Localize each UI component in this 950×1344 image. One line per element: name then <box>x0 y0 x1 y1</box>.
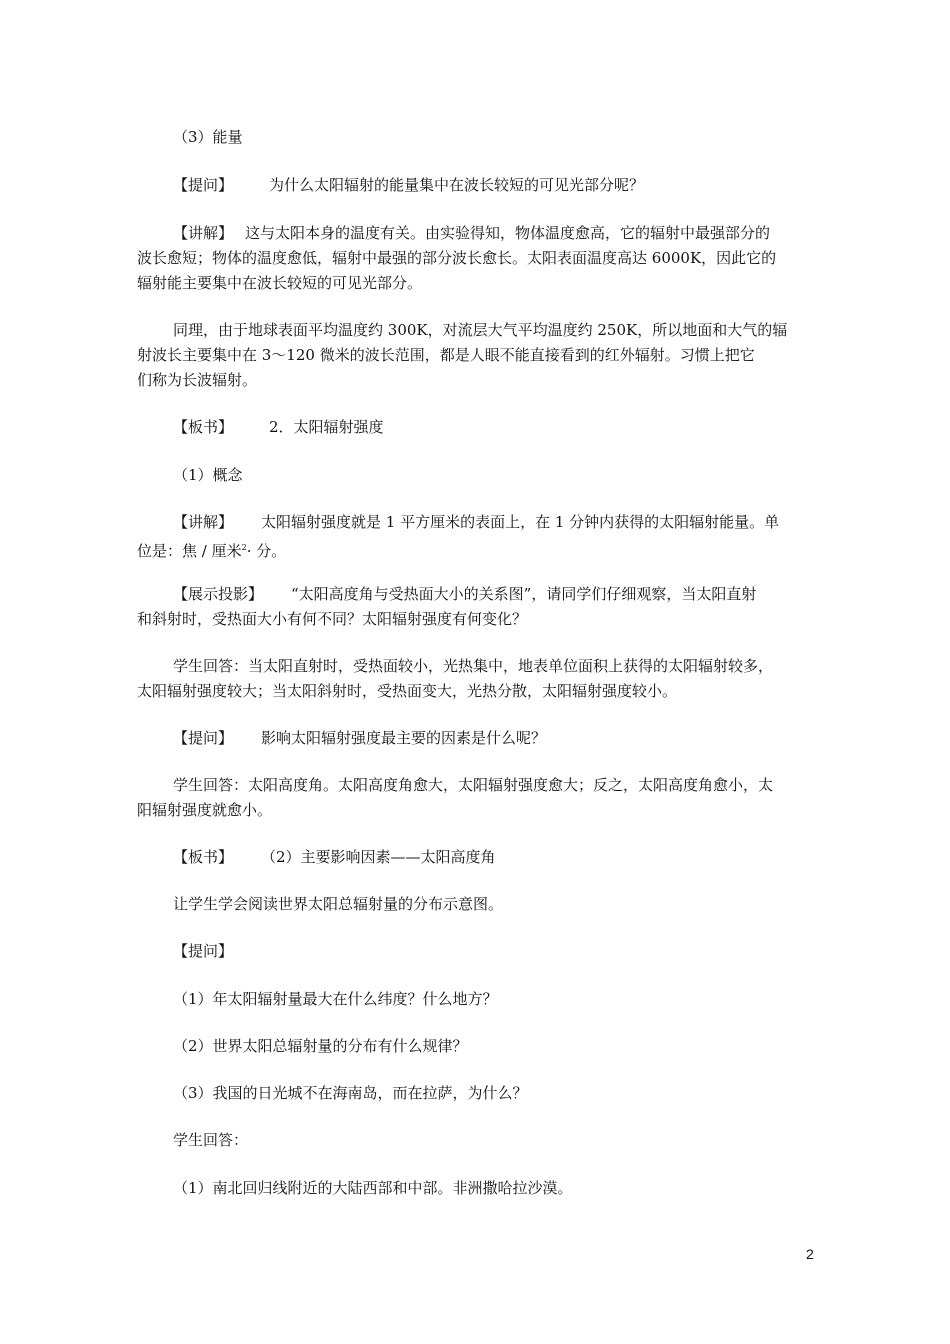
board-text: （2）主要影响因素——太阳高度角 <box>261 848 496 866</box>
paragraph-line: 波长愈短；物体的温度愈低，辐射中最强的部分波长愈长。太阳表面温度高达 6000K，因此它的 <box>137 249 777 267</box>
board-note-2 <box>173 844 853 871</box>
student-answer-label: 学生回答： <box>173 1131 249 1149</box>
question-text: 影响太阳辐射强度最主要的因素是什么呢？ <box>261 729 547 747</box>
explain-2 <box>173 509 853 536</box>
projection-text: “太阳高度角与受热面大小的关系图”，请同学们仔细观察，当太阳直射 <box>291 585 757 603</box>
paragraph-line: 同理，由于地球表面平均温度约 300K，对流层大气平均温度约 250K，所以地面和大气的辐 <box>173 321 788 339</box>
list-item: （3）我国的日光城不在海南岛，而在拉萨，为什么？ <box>173 1084 528 1102</box>
question-3-tag: 【提问】 <box>173 942 234 960</box>
paragraph-line: 和斜射时，受热面大小有何不同？太阳辐射强度有何变化？ <box>137 610 528 628</box>
paragraph-line: 太阳辐射强度较大；当太阳斜射时，受热面变大，光热分散，太阳辐射强度较小。 <box>137 682 678 700</box>
paragraph-line: 辐射能主要集中在波长较短的可见光部分。 <box>137 274 423 292</box>
question-text: 为什么太阳辐射的能量集中在波长较短的可见光部分呢？ <box>269 176 645 194</box>
page-number: 2 <box>806 1246 814 1262</box>
list-item: （1）年太阳辐射量最大在什么纬度？什么地方？ <box>173 990 498 1008</box>
heading-energy: （3）能量 <box>173 128 243 146</box>
tag-board: 【板书】 <box>173 418 234 436</box>
tag-explain: 【讲解】 <box>173 224 234 242</box>
explain-text: 太阳辐射强度就是 1 平方厘米的表面上，在 1 分钟内获得的太阳辐射能量。单 <box>261 513 780 531</box>
paragraph-line: 阳辐射强度就愈小。 <box>137 801 273 819</box>
board-note-1 <box>173 414 853 441</box>
paragraph-line: 让学生学会阅读世界太阳总辐射量的分布示意图。 <box>173 895 504 913</box>
projection-note <box>173 581 853 608</box>
unit-text: 位是：焦 / 厘米 <box>137 542 242 560</box>
question-2 <box>173 725 853 752</box>
paragraph-line: 学生回答：太阳高度角。太阳高度角愈大，太阳辐射强度愈大；反之，太阳高度角愈小，太 <box>173 776 774 794</box>
tag-explain: 【讲解】 <box>173 513 234 531</box>
paragraph-line: 射波长主要集中在 3～120 微米的波长范围，都是人眼不能直接看到的红外辐射。习惯上把它 <box>137 346 755 364</box>
unit-text-end: · 分。 <box>246 542 287 560</box>
tag-question: 【提问】 <box>173 729 234 747</box>
explain-1 <box>173 220 853 247</box>
unit-superscript: 2 <box>241 543 247 552</box>
paragraph-line: 学生回答：当太阳直射时，受热面较小，光热集中，地表单位面积上获得的太阳辐射较多， <box>173 657 774 675</box>
tag-board: 【板书】 <box>173 848 234 866</box>
list-item: （1）南北回归线附近的大陆西部和中部。非洲撒哈拉沙漠。 <box>173 1179 573 1197</box>
list-item: （2）世界太阳总辐射量的分布有什么规律？ <box>173 1037 468 1055</box>
explain-text: 这与太阳本身的温度有关。由实验得知，物体温度愈高，它的辐射中最强部分的 <box>245 224 771 242</box>
paragraph-line: 们称为长波辐射。 <box>137 371 258 389</box>
board-text: 2．太阳辐射强度 <box>269 418 384 436</box>
question-1 <box>173 172 853 199</box>
tag-question: 【提问】 <box>173 176 234 194</box>
unit-line <box>137 534 817 565</box>
heading-concept: （1）概念 <box>173 466 243 484</box>
tag-projection: 【展示投影】 <box>173 585 264 603</box>
